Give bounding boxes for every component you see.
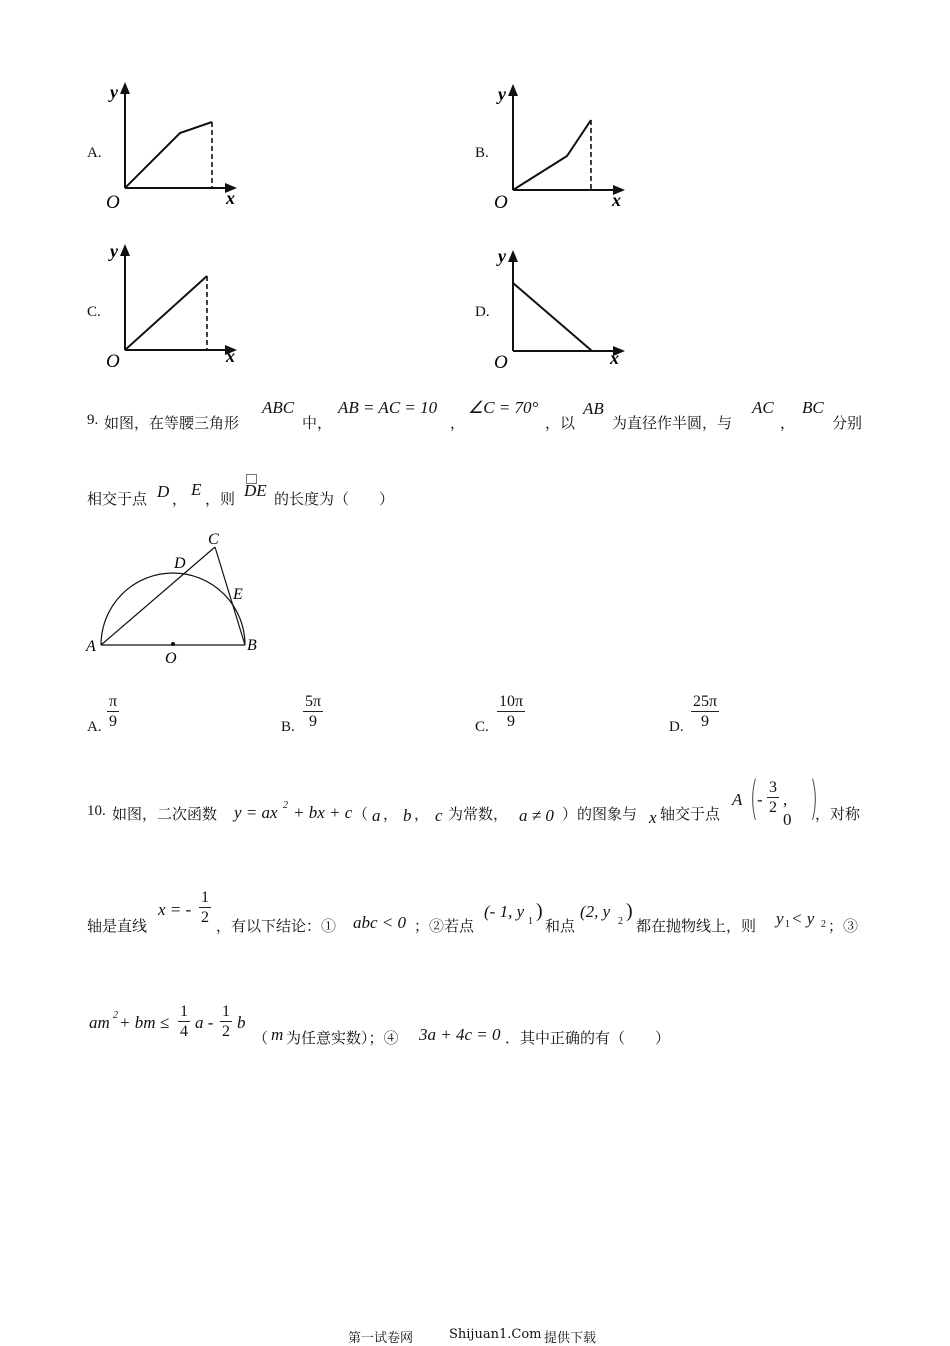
y-axis-label: y (110, 82, 118, 102)
label-o: O (165, 650, 177, 667)
q9-comma-2: ， (780, 416, 796, 432)
q9-text-7: ，则 (205, 492, 236, 508)
q10-conclusion-3-am: am (89, 1013, 110, 1032)
q9-text-1: 如图，在等腰三角形 (104, 416, 240, 432)
graph-b (488, 80, 638, 215)
q10-variable-m: m (271, 1025, 284, 1044)
denominator: 9 (109, 713, 118, 730)
q10-paren-open: （ (353, 807, 369, 823)
q10-text-12: （ (253, 1031, 269, 1047)
q10-text-6: 轴是直线 (87, 919, 148, 935)
graph-c (100, 240, 250, 375)
option-d-label: D. (475, 304, 490, 320)
denominator: 9 (507, 713, 516, 730)
footer-site[interactable]: Shijuan1.Com (449, 1327, 542, 1342)
q9-segment-bc: BC (802, 398, 824, 417)
label-b: B (247, 637, 257, 654)
q10-text-13: 为任意实数）；④ (286, 1031, 399, 1047)
q9-text-8: 的长度为（ ） (274, 492, 395, 508)
numerator: 1 (180, 1003, 188, 1020)
q10-comma-a: ， (383, 807, 399, 823)
q10-conclusion-1: abc < 0 (353, 913, 407, 932)
q10-fraction-quarter (178, 1002, 190, 1041)
q9-option-d-label: D. (669, 719, 684, 735)
numerator: 1 (201, 889, 209, 906)
q10-function-y: y = ax (234, 803, 278, 822)
denominator: 2 (201, 909, 209, 926)
q10-p2-subscript: 2 (618, 916, 623, 927)
fraction-3-2 (767, 778, 779, 817)
q10-axis-fraction (199, 888, 211, 927)
q10-ineq-y2-subscript: 2 (821, 919, 826, 930)
q9-segment-ac: AC (752, 398, 774, 417)
origin-label: O (494, 352, 508, 373)
q9-option-d[interactable] (669, 692, 789, 740)
q10-p1-subscript: 1 (528, 916, 533, 927)
q10-fraction-half (220, 1002, 232, 1041)
q9-segment-ab: AB (583, 399, 604, 418)
numerator: 25π (693, 693, 718, 710)
q10-a-not-zero: a ≠ 0 (519, 806, 554, 825)
option-c-label: C. (87, 304, 101, 320)
q9-comma-3: ， (172, 492, 188, 508)
q9-option-c-fraction (497, 692, 525, 731)
q10-coef-c: c (435, 806, 443, 825)
q10-text-2: 为常数， (448, 807, 509, 823)
q10-p1-close: ) (536, 900, 543, 922)
q9-text-4: 为直径作半圆，与 (612, 416, 733, 432)
q10-text-3: ）的图象与 (562, 807, 638, 823)
option-b-label: B. (475, 145, 489, 161)
q10-conclusion-3-b: b (237, 1013, 246, 1032)
q9-option-a-fraction (107, 692, 119, 731)
q10-ineq-y1: y (776, 909, 784, 928)
y-axis-label: y (110, 241, 118, 261)
label-a: A (86, 638, 96, 655)
denominator: 9 (701, 713, 710, 730)
label-d: D (174, 555, 186, 572)
q9-option-b[interactable] (281, 692, 401, 740)
q9-option-a[interactable] (87, 692, 207, 740)
paren-left: ( (749, 771, 759, 825)
q10-function-rest: + bx + c (293, 803, 353, 822)
q10-text-10: 都在抛物线上，则 (636, 919, 757, 935)
q9-option-a-label: A. (87, 719, 102, 735)
q9-point-e: E (191, 480, 202, 499)
option-a-label: A. (87, 145, 102, 161)
numerator: 5π (305, 693, 322, 710)
q10-text-1: 如图，二次函数 (112, 807, 218, 823)
q9-option-d-fraction (691, 692, 719, 731)
denominator: 2 (769, 799, 777, 816)
q9-arc-de: DE (244, 481, 267, 500)
numerator: 10π (499, 693, 524, 710)
numerator: 1 (222, 1003, 230, 1020)
q9-equation-ab-ac: AB = AC = 10 (338, 398, 438, 417)
q10-point-p1: (- 1, y (484, 902, 525, 921)
q10-conclusion-3-bm: + bm ≤ (119, 1013, 170, 1032)
q9-option-c[interactable] (475, 692, 595, 740)
label-e: E (233, 586, 243, 603)
q10-conclusion-3-square: 2 (113, 1010, 118, 1021)
q10-point-p2: (2, y (580, 902, 611, 921)
footer-left: 第一试卷网 (348, 1331, 414, 1346)
q10-text-8: ；②若点 (414, 919, 475, 935)
origin-label: O (494, 192, 508, 213)
q9-figure (80, 525, 280, 670)
q9-point-d: D (157, 482, 170, 501)
q9-option-b-fraction (303, 692, 323, 731)
origin-label: O (106, 351, 120, 372)
q9-triangle-abc: ABC (262, 398, 295, 417)
q10-ineq-lt-y2: < y (791, 909, 815, 928)
x-axis-label: x (612, 190, 621, 210)
q10-text-7: ，有以下结论：① (216, 919, 337, 935)
q9-angle-c: ∠C = 70° (468, 398, 539, 417)
q10-number: 10. (87, 803, 106, 819)
q10-text-9: 和点 (545, 919, 576, 935)
x-axis-label: x (226, 346, 235, 366)
numerator: 3 (769, 779, 777, 796)
q10-comma-b: ， (414, 807, 430, 823)
denominator: 2 (222, 1023, 230, 1040)
q10-axis-x: x (649, 808, 657, 827)
q10-point-a: A (732, 790, 743, 809)
y-axis-label: y (498, 84, 506, 104)
q10-conclusion-3-a: a - (195, 1013, 214, 1032)
q9-text-3: ，以 (545, 416, 576, 432)
q10-p2-close: ) (626, 900, 633, 922)
q10-coef-a: a (372, 806, 381, 825)
q9-number: 9. (87, 412, 99, 428)
q10-text-4: 轴交于点 (660, 807, 721, 823)
q10-text-14: ．其中正确的有（ ） (505, 1031, 671, 1047)
label-c: C (208, 531, 219, 548)
q10-axis-equation: x = - (158, 900, 192, 919)
q10-text-11: ；③ (828, 919, 859, 935)
q10-ineq-y1-subscript: 1 (785, 919, 790, 930)
denominator: 9 (309, 713, 318, 730)
q9-option-b-label: B. (281, 719, 295, 735)
q9-comma-1: ， (450, 416, 466, 432)
graph-d (488, 240, 638, 375)
graph-a (100, 78, 250, 213)
y-axis-label: y (498, 246, 506, 266)
q10-square-exponent: 2 (283, 800, 288, 811)
paren-right: ) (809, 771, 819, 825)
q10-text-5: ，对称 (815, 807, 861, 823)
q9-text-5: 分别 (832, 416, 863, 432)
footer-right: 提供下载 (544, 1331, 597, 1346)
minus-sign: - (757, 790, 763, 809)
x-axis-label: x (610, 348, 619, 368)
coord-zero: , 0 (783, 790, 792, 829)
q9-text-2: 中， (302, 416, 333, 432)
x-axis-label: x (226, 188, 235, 208)
denominator: 4 (180, 1023, 188, 1040)
q9-option-c-label: C. (475, 719, 489, 735)
q10-coef-b: b (403, 806, 412, 825)
numerator: π (109, 693, 118, 710)
q10-conclusion-4: 3a + 4c = 0 (419, 1025, 501, 1044)
q9-text-6: 相交于点 (87, 492, 148, 508)
origin-label: O (106, 192, 120, 213)
